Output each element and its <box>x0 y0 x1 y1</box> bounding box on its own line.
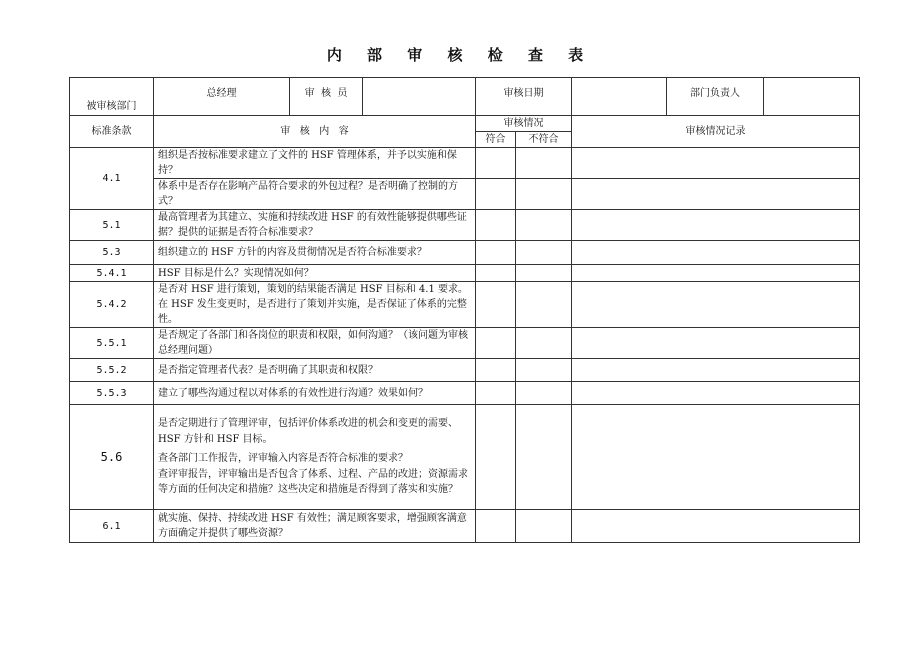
table-row <box>70 241 860 265</box>
record-cell[interactable] <box>572 382 860 405</box>
content-cell <box>154 405 476 510</box>
clause-cell: 6.1 <box>70 510 154 543</box>
clause-cell: 5.5.1 <box>70 328 154 359</box>
table-row <box>70 148 860 179</box>
table-row <box>70 359 860 382</box>
nonconform-cell[interactable] <box>516 328 572 359</box>
nonconform-cell[interactable] <box>516 510 572 543</box>
conform-cell[interactable] <box>476 328 516 359</box>
content-cell: 是否指定管理者代表？是否明确了其职责和权限？ <box>154 359 476 382</box>
record-cell[interactable] <box>572 210 860 241</box>
conform-header: 符合 <box>476 132 516 148</box>
clause-cell: 5.4.1 <box>70 265 154 282</box>
dept-head-label: 部门负责人 <box>667 78 764 116</box>
conform-cell[interactable] <box>476 405 516 510</box>
content-cell: 就实施、保持、持续改进 HSF 有效性；满足顾客要求，增强顾客满意方面确定并提供了哪些资源？ <box>154 510 476 543</box>
audit-date-label: 审核日期 <box>476 78 572 116</box>
table-row <box>70 265 860 282</box>
content-paragraph: 查评审报告，评审输出是否包含了体系、过程、产品的改进；资源需求等方面的任何决定和措施？这些决定和措施是否得到了落实和实施？ <box>158 468 468 496</box>
dept-head-value[interactable] <box>764 78 860 116</box>
clause-cell: 5.3 <box>70 241 154 265</box>
conform-cell[interactable] <box>476 359 516 382</box>
nonconform-cell[interactable] <box>516 179 572 210</box>
audited-dept-value[interactable]: 总经理 <box>154 78 290 116</box>
record-cell[interactable] <box>572 241 860 265</box>
clause-cell: 5.1 <box>70 210 154 241</box>
content-cell: 组织是否按标准要求建立了文件的 HSF 管理体系，并予以实施和保持？ <box>154 148 476 179</box>
record-cell[interactable] <box>572 405 860 510</box>
column-header-row-1 <box>70 116 860 132</box>
conform-cell[interactable] <box>476 179 516 210</box>
page-title: 内 部 审 核 检 查 表 <box>326 46 594 64</box>
clause-header: 标准条款 <box>70 116 154 148</box>
nonconform-cell[interactable] <box>516 405 572 510</box>
audited-dept-label: 被审核部门 <box>70 78 154 116</box>
table-row <box>70 382 860 405</box>
header-row <box>70 78 860 116</box>
record-cell[interactable] <box>572 265 860 282</box>
record-cell[interactable] <box>572 510 860 543</box>
table-row <box>70 405 860 510</box>
nonconform-header: 不符合 <box>516 132 572 148</box>
conform-cell[interactable] <box>476 510 516 543</box>
clause-cell: 5.5.2 <box>70 359 154 382</box>
content-cell: 是否对 HSF 进行策划，策划的结果能否满足 HSF 目标和 4.1 要求。在 HSF 发生变更时，是否进行了策划并实施，是否保证了体系的完整性。 <box>154 282 476 328</box>
nonconform-cell[interactable] <box>516 359 572 382</box>
clause-cell: 5.4.2 <box>70 282 154 328</box>
conform-cell[interactable] <box>476 241 516 265</box>
content-cell: 体系中是否存在影响产品符合要求的外包过程？是否明确了控制的方式？ <box>154 179 476 210</box>
table-row <box>70 179 860 210</box>
content-cell: HSF 目标是什么？实现情况如何？ <box>154 265 476 282</box>
clause-cell: 5.5.3 <box>70 382 154 405</box>
table-row <box>70 510 860 543</box>
nonconform-cell[interactable] <box>516 241 572 265</box>
record-cell[interactable] <box>572 328 860 359</box>
record-cell[interactable] <box>572 282 860 328</box>
auditor-value[interactable] <box>363 78 476 116</box>
conform-cell[interactable] <box>476 382 516 405</box>
clause-cell: 5.6 <box>70 405 154 510</box>
conform-cell[interactable] <box>476 148 516 179</box>
record-cell[interactable] <box>572 148 860 179</box>
content-cell: 最高管理者为其建立、实施和持续改进 HSF 的有效性能够提供哪些证据？提供的证据是否符合标准要求？ <box>154 210 476 241</box>
content-paragraph: 查各部门工作报告，评审输入内容是否符合标准的要求？ <box>158 453 408 465</box>
content-cell: 组织建立的 HSF 方针的内容及贯彻情况是否符合标准要求？ <box>154 241 476 265</box>
table-row <box>70 328 860 359</box>
record-cell[interactable] <box>572 359 860 382</box>
nonconform-cell[interactable] <box>516 210 572 241</box>
nonconform-cell[interactable] <box>516 382 572 405</box>
conform-cell[interactable] <box>476 210 516 241</box>
record-header: 审核情况记录 <box>572 116 860 148</box>
content-paragraph: 是否定期进行了管理评审，包括评价体系改进的机会和变更的需要、HSF 方针和 HSF 目标。 <box>158 418 458 445</box>
audit-date-value[interactable] <box>572 78 667 116</box>
audit-checklist-table <box>69 77 860 543</box>
nonconform-cell[interactable] <box>516 282 572 328</box>
nonconform-cell[interactable] <box>516 148 572 179</box>
auditor-label: 审 核 员 <box>290 78 363 116</box>
table-row <box>70 210 860 241</box>
content-cell: 是否规定了各部门和各岗位的职责和权限，如何沟通？（该问题为审核总经理问题） <box>154 328 476 359</box>
status-header: 审核情况 <box>476 116 572 132</box>
nonconform-cell[interactable] <box>516 265 572 282</box>
conform-cell[interactable] <box>476 265 516 282</box>
content-cell: 建立了哪些沟通过程以对体系的有效性进行沟通？效果如何？ <box>154 382 476 405</box>
table-row <box>70 282 860 328</box>
clause-cell: 4.1 <box>70 148 154 210</box>
record-cell[interactable] <box>572 179 860 210</box>
content-header: 审 核 内 容 <box>154 116 476 148</box>
conform-cell[interactable] <box>476 282 516 328</box>
